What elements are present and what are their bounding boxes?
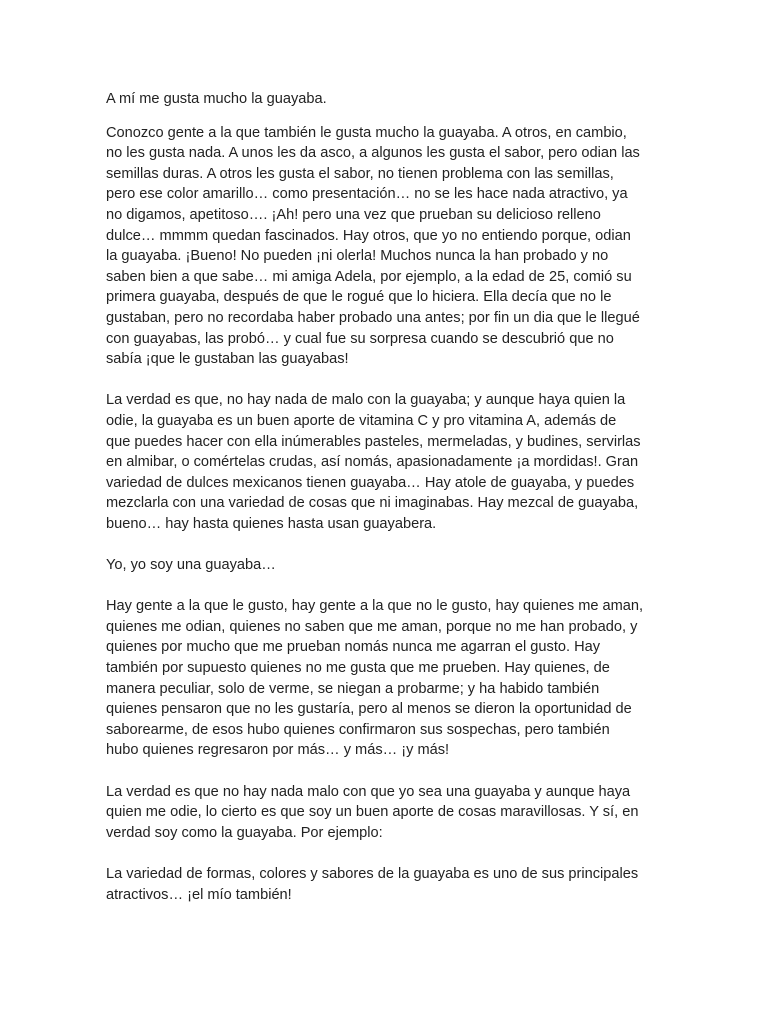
paragraph-people-who-like: Conozco gente a la que también le gusta mucho la guayaba. A otros, en cambio, no les gusta nada. A unos les da asco, a algunos les gusta el sabor, pero odian las semillas duras. A otros les gusta el sabor, no tienen problema con las semillas, pero ese color amarillo… como presentación… no se les hace nada atractivo, ya no digamos, apetitoso…. ¡Ah! pero una vez que prueban su delicioso relleno dulce… mmmm quedan fascinados. Hay otros, que yo no entiendo porque, odian la guayaba. ¡Bueno! No pueden ¡ni olerla! Muchos nunca la han probado y no saben bien a que sabe… mi amiga Adela, por ejemplo, a la edad de 25, comió su primera guayaba, después de que le rogué que lo hiciera. Ella decía que no le gustaban, pero no recordaba haber probado una antes; por fin un dia que le llegué con guayabas, las probó… y cual fue su sorpresa cuando se descubrió que no sabía ¡que le gustaban las guayabas! bbox=[106, 124, 640, 368]
paragraph-people-like-me: Hay gente a la que le gusto, hay gente a la que no le gusto, hay quienes me aman, quienes me odian, quienes no saben que me aman, porque no me han probado, y quienes por mucho que me prueban nomás nunca me agarran el gusto. Hay también por supuesto quienes no me gusta que me prueben. Hay quienes, de manera peculiar, solo de verme, se niegan a probarme; y ha habido también quienes pensaron que no les gustaría, pero al menos se dieron la oportunidad de saborearme, de esos hubo quienes confirmaron sus sospechas, pero también hubo quienes regresaron por más… y más… ¡y más! bbox=[106, 598, 644, 759]
paragraph-i-am-guava: Yo, yo soy una guayaba… bbox=[106, 557, 276, 574]
paragraph-opening: A mí me gusta mucho la guayaba. bbox=[106, 91, 327, 107]
paragraph-nothing-wrong: La verdad es que, no hay nada de malo con la guayaba; y aunque haya quien la odie, la guayaba es un buen aporte de vitamina C y pro vitamina A, además de que puedes hacer con ella inúmerables pasteles, mermeladas, y budines, servirlas en almibar, o comértelas crudas, así nomás, apasionadamente ¡a mordidas!. Gran variedad de dulces mexicanos tienen guayaba… Hay atole de guayaba, y puedes mezclarla con una variedad de cosas que ni imaginabas. Hay mezcal de guayaba, bueno… hay hasta quienes hasta usan guayabera. bbox=[106, 392, 641, 532]
document-body bbox=[106, 89, 664, 905]
paragraph-truth: La verdad es que no hay nada malo con que yo sea una guayaba y aunque haya quien me odie, lo cierto es que soy un buen aporte de cosas maravillosas. Y sí, en verdad soy como la guayaba. Por ejemplo: bbox=[106, 783, 639, 841]
paragraph-variety: La variedad de formas, colores y sabores de la guayaba es uno de sus principales atractivos… ¡el mío también! bbox=[106, 865, 639, 903]
